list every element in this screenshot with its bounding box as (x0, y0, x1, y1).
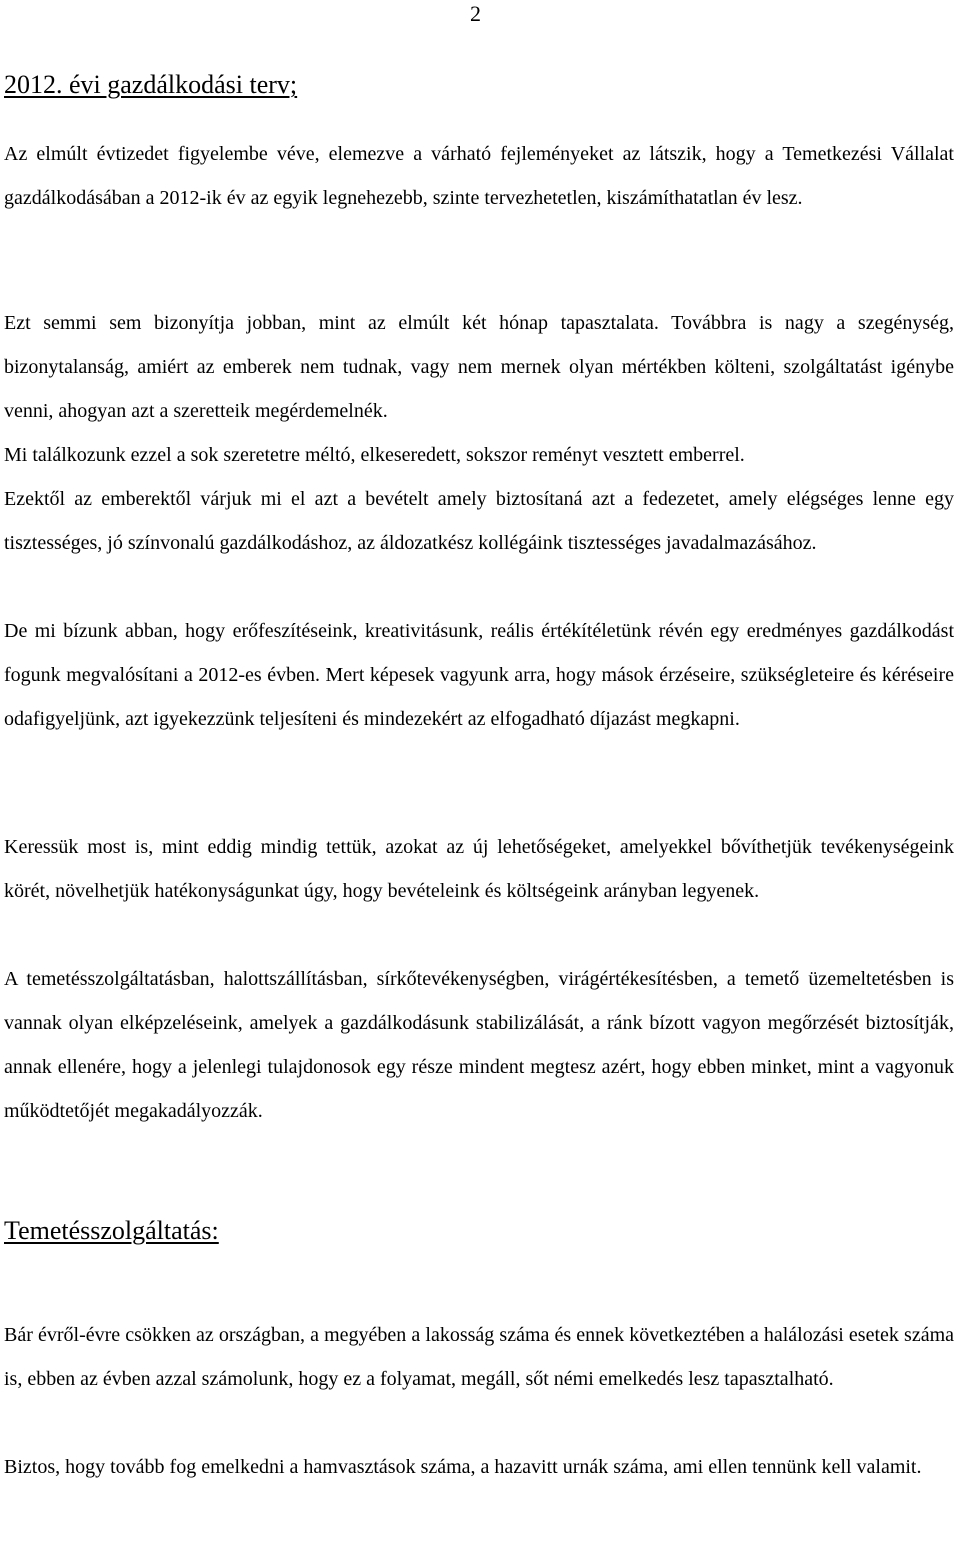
paragraph-opportunities: Keressük most is, mint eddig mindig tettük, azokat az új lehetőségeket, amelyekkel bővíthetjük tevékenységeink körét, növelhetjük hatékonyságunkat úgy, hogy bevételeink és költségeink arányban legyenek. (4, 836, 954, 902)
paragraph-experience: Ezt semmi sem bizonyítja jobban, mint az elmúlt két hónap tapasztalata. Továbbra is nagy a szegénység, bizonytalanság, amiért az emberek nem tudnak, vagy nem mernek olyan mértékben költeni, szolgáltatást igénybe venni, ahogyan azt a szeretteik megérdemelnék. (4, 312, 954, 422)
paragraph-cremations: Biztos, hogy tovább fog emelkedni a hamvasztások száma, a hazavitt urnák száma, ami ellen tennünk kell valamit. (4, 1456, 922, 1478)
paragraph-meeting-people: Mi találkozunk ezzel a sok szeretetre méltó, elkeseredett, sokszor reményt vesztett emberrel. (4, 444, 745, 466)
page-number: 2 (470, 1, 481, 26)
paragraph-plans: A temetésszolgáltatásban, halottszállításban, sírkőtevékenységben, virágértékesítésben, a temető üzemeltetésben is vannak olyan elképzeléseink, amelyek a gazdálkodásunk stabilizálását, a ránk bízott vagyon megőrzését biztosítják, annak ellenére, hogy a jelenlegi tulajdonosok egy része mindent megtesz azért, hogy ebben minket, mint a vagyonuk működtetőjét megakadályozzák. (4, 968, 954, 1122)
paragraph-revenue-expectation: Ezektől az emberektől várjuk mi el azt a bevételt amely biztosítaná azt a fedezetet, amely elégséges lenne egy tisztességes, jó színvonalú gazdálkodáshoz, az áldozatkész kollégáink tisztességes javadalmazásához. (4, 488, 954, 554)
section-heading-plan-2012: 2012. évi gazdálkodási terv; (4, 70, 298, 99)
paragraph-population-decline: Bár évről-évre csökken az országban, a megyében a lakosság száma és ennek következtében a halálozási esetek száma is, ebben az évben azzal számolunk, hogy ez a folyamat, megáll, sőt némi emelkedés lesz tapasztalható. (4, 1324, 954, 1390)
paragraph-trust: De mi bízunk abban, hogy erőfeszítéseink, kreativitásunk, reális értékítéletünk révén egy eredményes gazdálkodást fogunk megvalósítani a 2012-es évben. Mert képesek vagyunk arra, hogy mások érzéseire, szükségleteire és kéréseire odafigyeljünk, azt igyekezzünk teljesíteni és mindezekért az elfogadható díjazást megkapni. (4, 620, 954, 730)
section-heading-funeral-services: Temetésszolgáltatás: (4, 1216, 219, 1245)
paragraph-intro: Az elmúlt évtizedet figyelembe véve, elemezve a várható fejleményeket az látszik, hogy a Temetkezési Vállalat gazdálkodásában a 2012-ik év az egyik legnehezebb, szinte tervezhetetlen, kiszámíthatatlan év lesz. (4, 143, 954, 209)
